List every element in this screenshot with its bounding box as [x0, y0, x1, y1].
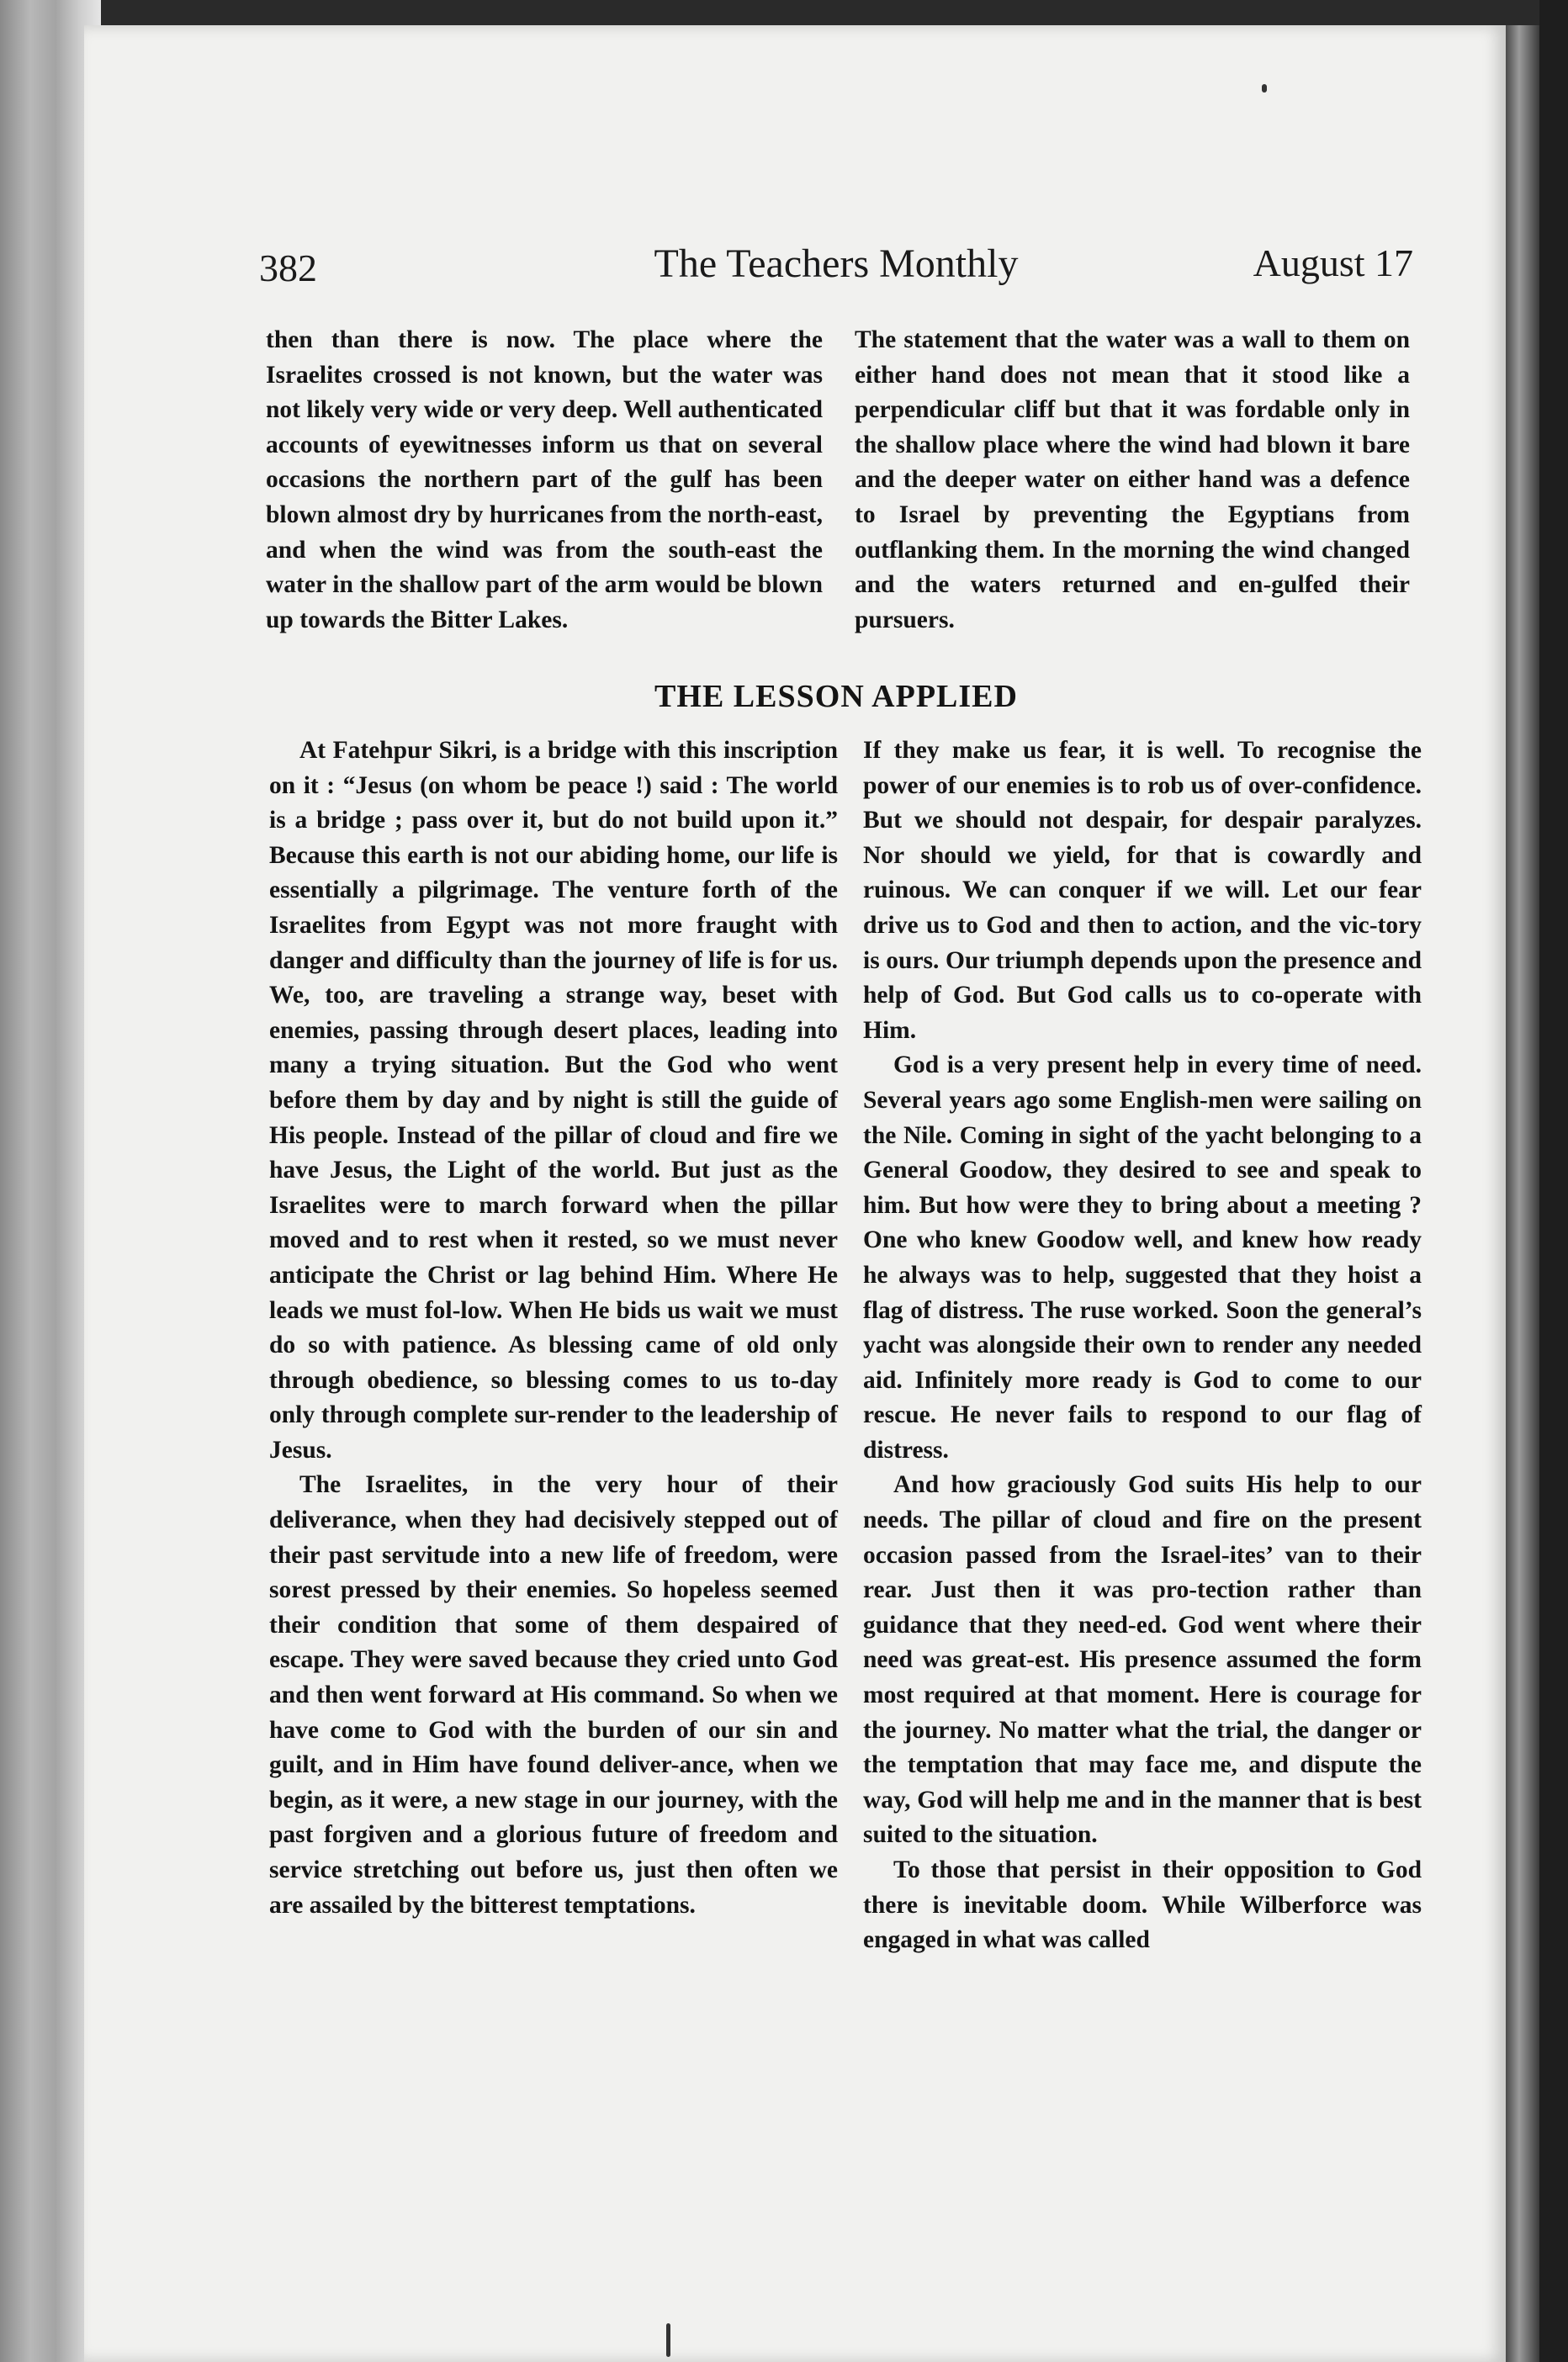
- speck: [666, 2323, 670, 2357]
- speck: [1262, 84, 1267, 93]
- paragraph: To those that persist in their opposition to God there is inevitable doom. While Wilberforce was engaged in what was called: [863, 1856, 1422, 1954]
- journal-title: The Teachers Monthly: [654, 241, 1019, 286]
- book-spine-edge: [1506, 25, 1539, 2362]
- section-heading: THE LESSON APPLIED: [654, 679, 1018, 714]
- paragraph: then than there is now. The place where the Israelites crossed is not known, but the water was not likely very wide or very deep. Well authenticated accounts of eyewitnesses inform us that on several occasions the northern part of the gulf has been blown almost dry by hurricanes from the north-east, and when the wind was from the south-east the water in the shallow part of the arm would be blown up towards the Bitter Lakes.: [266, 326, 823, 633]
- paragraph: At Fatehpur Sikri, is a bridge with this inscription on it : “Jesus (on whom be peace !) said : The world is a bridge ; pass over it, but do not build upon it.” Because this earth is not our abiding home, our life is essentially a pilgrimage. The venture forth of the Israelites from Egypt was not more fraught with danger and difficulty than the journey of life is for us. We, too, are traveling a strange way, beset with enemies, passing through desert places, leading into many a trying situation. But the God who went before them by day and by night is still the guide of His people. Instead of the pillar of cloud and fire we have Jesus, the Light of the world. But just as the Israelites were to march forward when the pillar moved and to rest when it rested, so we must never anticipate the Christ or lag behind Him. Where He leads we must fol-low. When He bids us wait we must do so with patience. As blessing came of old only through obedience, so blessing comes to us to-day only through complete sur-render to the leadership of Jesus.: [269, 737, 838, 1464]
- top-left-column: [266, 323, 823, 638]
- body-left-column: [269, 733, 838, 1923]
- paragraph: God is a very present help in every time of need. Several years ago some English-men were sailing on the Nile. Coming in sight of the yacht belonging to a General Goodow, they desired to see and speak to him. But how were they to bring about a meeting ? One who knew Goodow well, and knew how ready he always was to help, suggested that they hoist a flag of distress. The ruse worked. Soon the general’s yacht was alongside their own to render any needed aid. Infinitely more ready is God to come to our rescue. He never fails to respond to our flag of distress.: [863, 1051, 1422, 1464]
- running-header: [259, 237, 1413, 298]
- paragraph: The Israelites, in the very hour of their deliverance, when they had decisively stepped out of their past servitude into a new life of freedom, were sorest pressed by their enemies. So hopeless seemed their condition that some of them despaired of escape. They were saved because they cried unto God and then went forward at His command. So when we have come to God with the burden of our sin and guilt, and in Him have found deliver-ance, when we begin, as it were, a new stage in our journey, with the past forgiven and a glorious future of freedom and service stretching out before us, just then often we are assailed by the bitterest temptations.: [269, 1471, 838, 1919]
- issue-date: August 17: [1253, 241, 1413, 284]
- paragraph: If they make us fear, it is well. To recognise the power of our enemies is to rob us of over-confidence. But we should not despair, for despair paralyzes. Nor should we yield, for that is cowardly and ruinous. We can conquer if we will. Let our fear drive us to God and then to action, and the vic-tory is ours. Our triumph depends upon the presence and help of God. But God calls us to co-operate with Him.: [863, 737, 1422, 1044]
- page-number: 382: [259, 246, 317, 289]
- body-right-column: [863, 733, 1422, 1958]
- paragraph: The statement that the water was a wall to them on either hand does not mean that it stood like a perpendicular cliff but that it was fordable only in the shallow place where the wind had blown it bare and the deeper water on either hand was a defence to Israel by preventing the Egyptians from outflanking them. In the morning the wind changed and the waters returned and en-gulfed their pursuers.: [855, 326, 1410, 633]
- paragraph: And how graciously God suits His help to our needs. The pillar of cloud and fire on the present occasion passed from the Israel-ites’ van to their rear. Just then it was pro-tection rather than guidance that they need-ed. God went where their need was great-est. His presence assumed the form most required at that moment. Here is courage for the journey. No matter what the trial, the danger or the temptation that may face me, and dispute the way, God will help me and in the manner that is best suited to the situation.: [863, 1471, 1422, 1849]
- top-right-column: [855, 323, 1410, 638]
- scan-right-edge: [1539, 0, 1568, 2362]
